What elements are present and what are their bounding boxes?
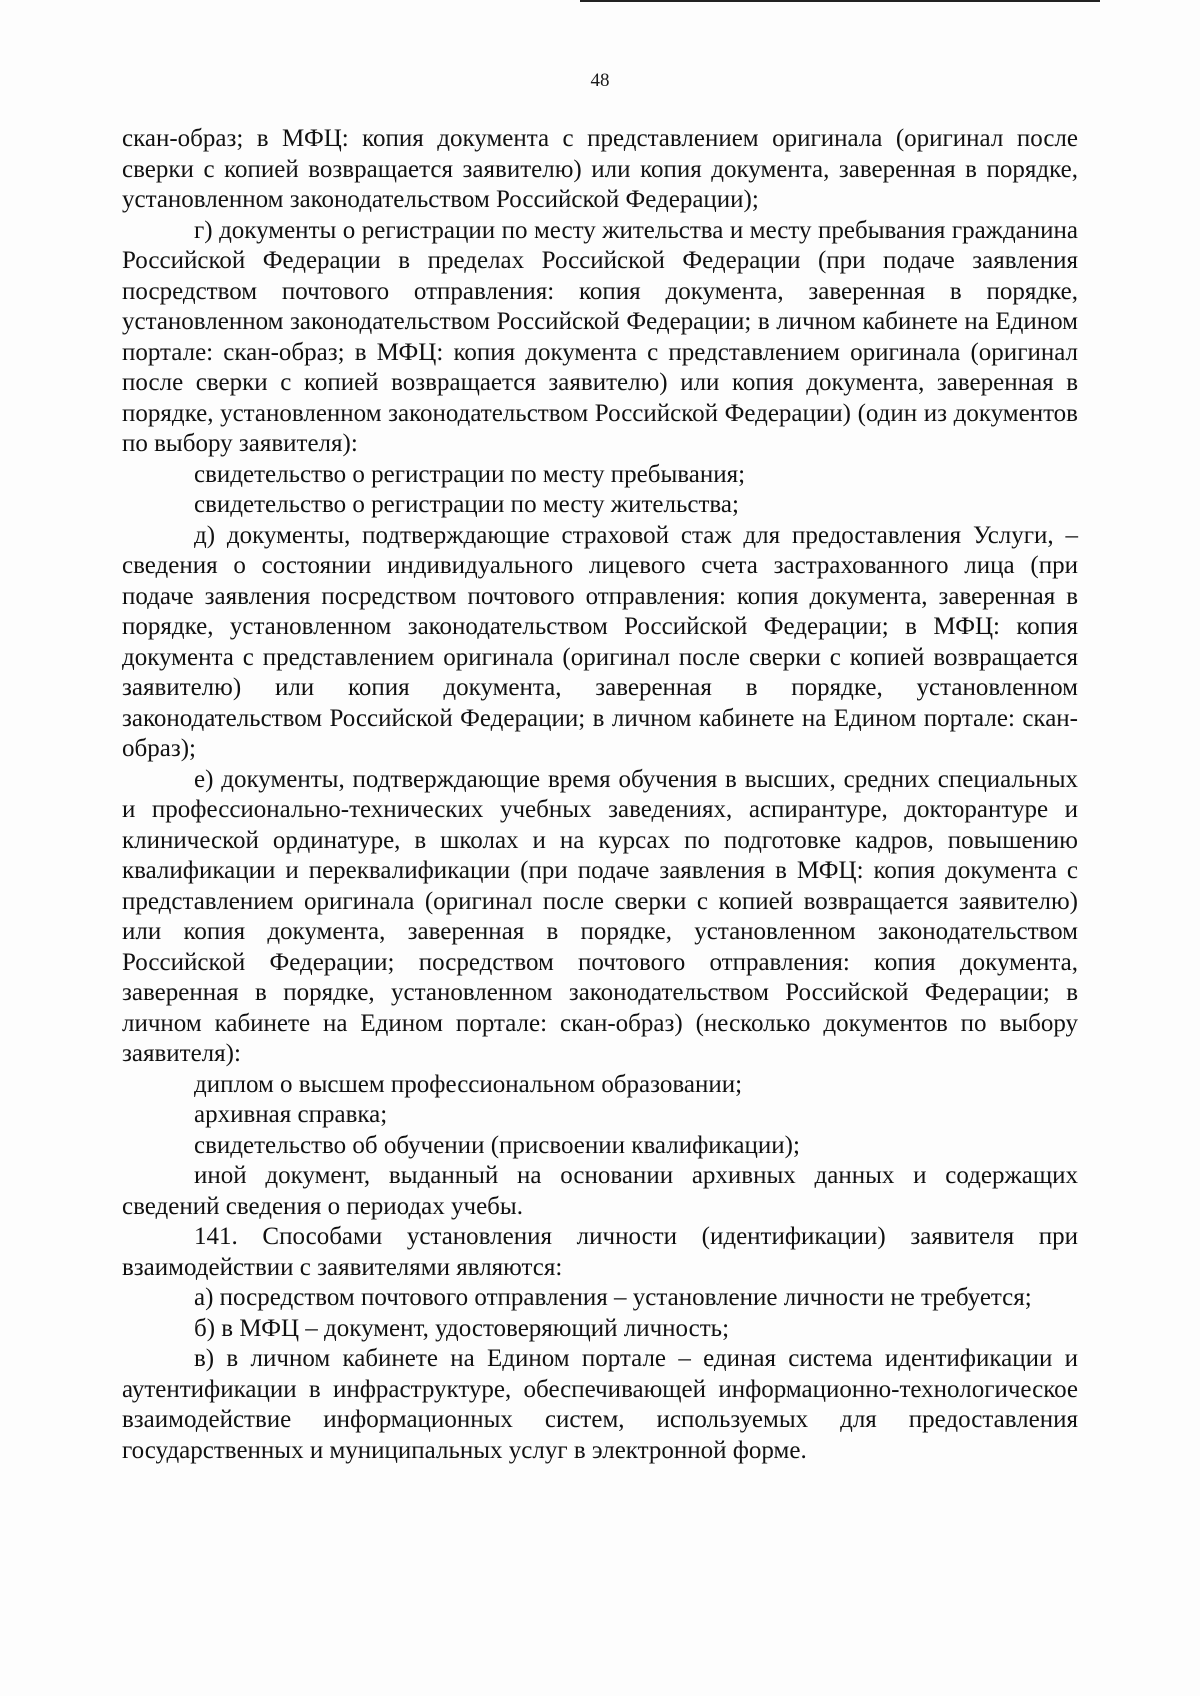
paragraph-continuation: скан-образ; в МФЦ: копия документа с представлением оригинала (оригинал после сверки с копией возвращается заявителю) или копия документа, заверенная в порядке, установленном законодательством Российской Федерации); [122, 125, 1078, 213]
paragraph-other-document: иной документ, выданный на основании архивных данных и содержащих сведений сведения о периодах учебы. [122, 1162, 1078, 1220]
paragraph-diploma: диплом о высшем профессиональном образовании; [194, 1070, 743, 1098]
paragraph-item-b: б) в МФЦ – документ, удостоверяющий личность; [194, 1314, 730, 1342]
paragraph-item-v: в) в личном кабинете на Едином портале – единая система идентификации и аутентификации в инфраструктуре, обеспечивающей информационно-технологическое взаимодействие информационных систем, используемых для предоставления государственных и муниципальных услуг в электронной форме. [122, 1345, 1078, 1464]
paragraph-item-d: д) документы, подтверждающие страховой стаж для предоставления Услуги, – сведения о состоянии индивидуального лицевого счета застрахованного лица (при подаче заявления посредством почтового отправления: копия документа, заверенная в порядке, установленном законодательством Российской Федерации; в МФЦ: копия документа с представлением оригинала (оригинал после сверки с копией возвращается заявителю) или копия документа, заверенная в порядке, установленном законодательством Российской Федерации; в личном кабинете на Едином портале: скан-образ); [122, 521, 1078, 762]
paragraph-certificate-residence: свидетельство о регистрации по месту жительства; [194, 491, 739, 518]
document-body [122, 124, 1078, 1466]
paragraph-archive-reference: архивная справка; [194, 1101, 388, 1128]
paragraph-training-certificate: свидетельство об обучении (присвоении квалификации); [194, 1131, 800, 1159]
paragraph-certificate-stay: свидетельство о регистрации по месту пребывания; [194, 460, 746, 488]
scan-edge-line [580, 0, 1100, 2]
paragraph-item-g: г) документы о регистрации по месту жительства и месту пребывания гражданина Российской Федерации в пределах Российской Федерации (при подаче заявления посредством почтового отправления: копия документа, заверенная в порядке, установленном законодательством Российской Федерации; в личном кабинете на Едином портале: скан-образ; в МФЦ: копия документа с представлением оригинала (оригинал после сверки с копией возвращается заявителю) или копия документа, заверенная в порядке, установленном законодательством Российской Федерации) (один из документов по выбору заявителя): [122, 216, 1078, 457]
paragraph-item-e: е) документы, подтверждающие время обучения в высших, средних специальных и профессионально-технических учебных заведениях, аспирантуре, докторантуре и клинической ординатуре, в школах и на курсах по подготовке кадров, повышению квалификации и переквалификации (при подаче заявления в МФЦ: копия документа с представлением оригинала (оригинал после сверки с копией возвращается заявителю) или копия документа, заверенная в порядке, установленном законодательством Российской Федерации; посредством почтового отправления: копия документа, заверенная в порядке, установленном законодательством Российской Федерации; в личном кабинете на Едином портале: скан-образ) (несколько документов по выбору заявителя): [122, 765, 1078, 1067]
page-number: 48 [590, 70, 610, 91]
paragraph-item-a: а) посредством почтового отправления – установление личности не требуется; [194, 1284, 1032, 1311]
paragraph-141: 141. Способами установления личности (идентификации) заявителя при взаимодействии с заявителями являются: [122, 1223, 1078, 1281]
